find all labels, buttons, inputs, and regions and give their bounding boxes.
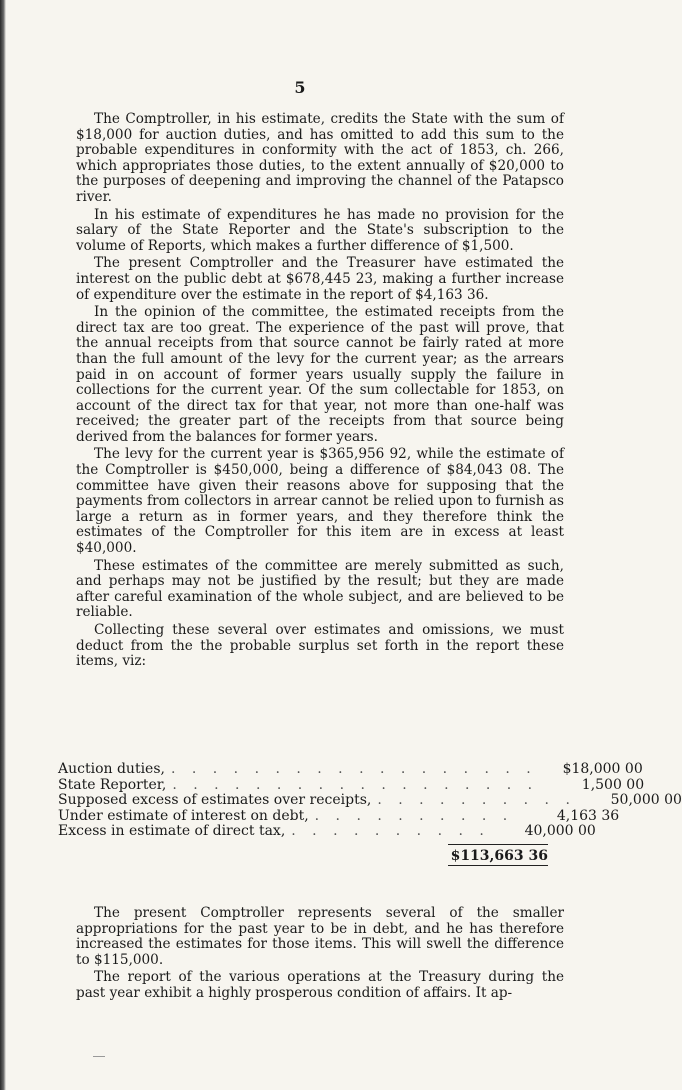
ledger-item-amount: 1,500 00 — [581, 776, 645, 793]
closing-text — [76, 906, 564, 1004]
ledger-item-amount: 4,163 36 — [556, 807, 620, 824]
ledger-item-amount: $18,000 00 — [562, 761, 643, 777]
paragraph-items-intro: Collecting these several over estimates and omissions, we must deduct from the the probable surplus set forth in the report these items, viz: — [76, 622, 564, 670]
leader-dots: . . . . . . . . . . — [377, 792, 576, 808]
ledger-row — [58, 761, 643, 778]
paragraph-levy: The levy for the current year is $365,956 92, while the estimate of the Comptroller is $450,000, being a difference of $84,043 08. The committee have given their reasons above for supposing that the payments from collectors in arrear cannot be relied upon to furnish as large a return as in former years, and they therefore think the estimates of the Comptroller for this item are in excess at least $40,000. — [76, 446, 564, 557]
leader-dots: . . . . . . . . . . — [291, 823, 490, 839]
leader-dots: . . . . . . . . . . . . . . . . . . — [170, 761, 537, 777]
paragraph-estimates: These estimates of the committee are merely submitted as such, and perhaps may not be justified by the result; but they are made after careful examination of the whole subject, and are believed to be reliable. — [76, 557, 564, 621]
ledger-row — [58, 823, 596, 840]
paragraph-interest-debt: The present Comptroller and the Treasurer have estimated the interest on the public debt at $678,445 23, making a further increase of expenditure over the estimate in the report of $4,163 36. — [76, 255, 564, 303]
body-text — [76, 112, 564, 672]
ledger-total-row — [58, 849, 548, 865]
paragraph-state-reporter: In his estimate of expenditures he has made no provision for the salary of the State Reporter and the State's subscription to the volume of Reports, which makes a further difference of $1,500. — [76, 206, 564, 254]
ledger-item-label: Auction duties, — [58, 761, 165, 777]
ledger-item-label: State Reporter, — [58, 776, 167, 793]
paragraph-direct-tax: In the opinion of the committee, the estimated receipts from the direct tax are too great. The experience of the past will prove, that the annual receipts from that source cannot be fairly rated at more than the full amount of the levy for the current year; as the arrears paid in on account of former years usually supply the failure in collections for the current year. Of the sum collectable for 1853, on account of the direct tax for that year, not more than one-half was received; the greater part of the receipts from that source being derived from the balances for former years. — [76, 304, 564, 445]
ledger-row — [58, 776, 645, 794]
ledger-row — [58, 807, 620, 825]
ledger-row — [58, 792, 682, 809]
paragraph-appropriations: The present Comptroller represents several of the smaller appropriations for the past year to be in debt, and he has therefore increased the estimates for those items. This will swell the difference to $115,000. — [76, 905, 564, 968]
leader-dots: . . . . . . . . . . — [314, 807, 514, 824]
ledger-total-amount: $113,663 36 — [450, 847, 548, 864]
page-binding-edge — [0, 0, 6, 1090]
total-underline — [448, 865, 548, 866]
ledger-item-amount: 50,000 00 — [610, 792, 682, 808]
ledger-item-label: Excess in estimate of direct tax, — [58, 823, 286, 839]
ledger-item-label: Under estimate of interest on debt, — [58, 807, 309, 824]
page-number: 5 — [294, 78, 306, 97]
sum-rule — [448, 844, 548, 845]
paragraph-auction-duties: The Comptroller, in his estimate, credits the State with the sum of $18,000 for auction duties, and has omitted to add this sum to the probable expenditures in conformity with the act of 1853, ch. 266, which appropriates those duties, to the extent annually of $20,000 to the purposes of deepening and improving the channel of the Patapsco river. — [76, 111, 564, 205]
leader-dots: . . . . . . . . . . . . . . . . . . — [172, 776, 539, 793]
deductions-ledger — [58, 761, 682, 866]
paragraph-treasury-report: The report of the various operations at the Treasury during the past year exhibit a highly prosperous condition of affairs. It ap- — [76, 969, 564, 1001]
ledger-item-amount: 40,000 00 — [524, 823, 596, 839]
stray-mark — [93, 1056, 105, 1057]
ledger-item-label: Supposed excess of estimates over receipts, — [58, 792, 372, 808]
